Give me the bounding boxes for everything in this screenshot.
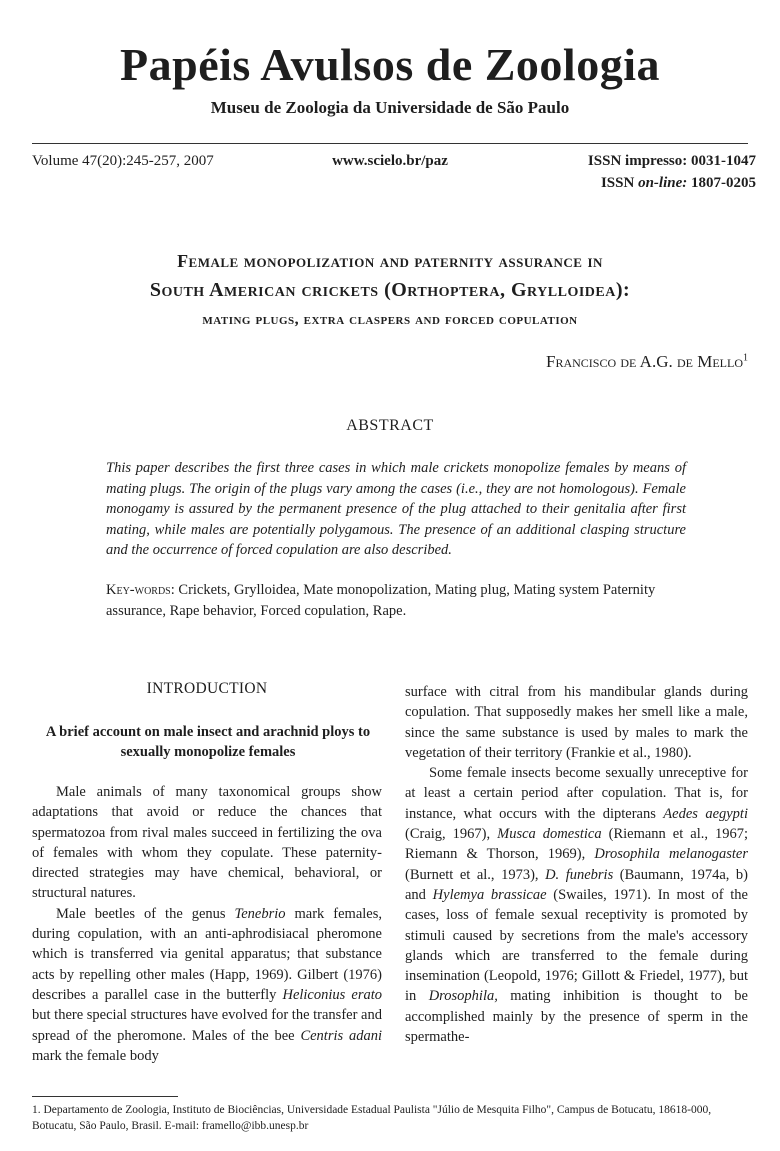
p2-taxon-1: Tenebrio: [234, 905, 286, 922]
p2-text-d: mark the female body: [32, 1047, 159, 1064]
paragraph-4: [405, 763, 748, 1047]
volume-info: Volume 47(20):245-257, 2007: [32, 153, 214, 169]
introduction-heading: INTRODUCTION: [146, 680, 268, 697]
p4-text-f: (Swailes, 1971). In most of the cases, loss of female sexual receptivity is promoted by stimuli caused by secretions from the male's accessory glands which are transferred to the female during insemination (Leopold, 1976; Gillott & Friedel, 1977), but in: [405, 886, 748, 1005]
p2-taxon-2: Heliconius erato: [282, 986, 383, 1003]
p4-text-d: (Burnett et al., 1973),: [405, 866, 546, 883]
keywords-label: Key-words:: [106, 582, 175, 598]
keywords: [106, 580, 686, 622]
introduction-subheading: A brief account on male insect and arachnid ploys to sexually monopolize females: [45, 724, 371, 760]
article-title-line-3: mating plugs, extra claspers and forced copulation: [202, 311, 578, 328]
website-link[interactable]: www.scielo.br/paz: [332, 153, 448, 169]
p4-text-a: Some female insects become sexually unreceptive for at least a certain period after copulation. That is, for instance, what occurs with the dipterans: [405, 765, 748, 822]
issn-online: [601, 175, 756, 192]
article-title-line-1: Female monopolization and paternity assurance in: [177, 251, 603, 271]
p4-taxon-5: Hylemya brassicae: [432, 886, 547, 903]
footnote-rule: [32, 1096, 178, 1097]
p4-taxon-3: Drosophila melanogaster: [594, 846, 748, 863]
paragraph-1: Male animals of many taxonomical groups show adaptations that avoid or reduce the chances that spermatozoa from rival males succeed in fertilizing the ova of females with whom they copulate. These paternity-directed strategies may have chemical, behavioral, or structural natures.: [32, 784, 382, 902]
author-footnote-mark: 1: [743, 352, 748, 364]
p4-text-g: mating inhibition is thought to be accomplished mainly by the presence of sperm in the spermathe-: [405, 988, 748, 1046]
article-title-line-2: South American crickets (Orthoptera, Grylloidea):: [149, 279, 631, 301]
issn-online-prefix: ISSN: [600, 175, 639, 191]
p4-text-e: (Baumann, 1974a, b) and: [405, 866, 748, 903]
paragraph-3: surface with citral from his mandibular glands during copulation. That supposedly makes her smell like a male, since the same substance is used by males to mark the vegetation of their territory (Frankie et al., 1980).: [405, 684, 748, 761]
keywords-list: Crickets, Grylloidea, Mate monopolization, Mating plug, Mating system Paternity assurance, Rape behavior, Forced copulation, Rape.: [106, 582, 656, 619]
issn-online-value: 1807-0205: [687, 175, 756, 191]
p2-text-c: but there special structures have evolved for the transfer and spread of the pheromone. Males of the bee: [32, 1007, 382, 1044]
issn-online-label: on-line:: [638, 175, 688, 191]
header-rule: [32, 143, 748, 144]
issn-print: ISSN impresso: 0031-1047: [587, 153, 756, 169]
museum-name: Museu de Zoologia da Universidade de São Paulo: [210, 98, 570, 117]
abstract-text: This paper describes the first three cases in which male crickets monopolize females by means of mating plugs. The origin of the plugs vary among the cases (i.e., they are not homologous). Female monogamy is assured by the permanent presence of the plug attached to their genitalia after first mating, while males are potentially polygamous. The presence of an additional clasping structure and the occurrence of forced copulation are also described.: [106, 460, 686, 558]
right-column: [405, 682, 748, 1047]
p4-text-b: (Craig, 1967),: [405, 826, 498, 843]
journal-title: Papéis Avulsos de Zoologia: [120, 39, 660, 90]
paragraph-2: [32, 904, 382, 1066]
author: [546, 352, 748, 372]
p4-taxon-6: Drosophila,: [428, 988, 498, 1005]
p4-taxon-1: Aedes aegypti: [663, 805, 748, 822]
author-name: Francisco de A.G. de Mello: [545, 352, 743, 371]
p4-taxon-4: D. funebris: [545, 866, 614, 883]
footnote: 1. Departamento de Zoologia, Instituto de Biociências, Universidade Estadual Paulista "Júlio de Mesquita Filho", Campus de Botucatu, 18618-000, Botucatu, São Paulo, Brasil. E-mail: framello@ibb.unesp.br: [32, 1104, 712, 1132]
p4-text-c: (Riemann et al., 1967; Riemann & Thorson, 1969),: [405, 826, 749, 863]
p2-text-b: mark females, during copulation, with an anti-aphrodisiacal pheromone which is transferred via genital apparatus; that substance acts by repelling other males (Happ, 1969). Gilbert (1976) describes a parallel case in the butterfly: [32, 905, 382, 1003]
p2-taxon-3: Centris adani: [300, 1027, 382, 1044]
abstract-heading: ABSTRACT: [346, 417, 434, 434]
left-column: [32, 782, 382, 1066]
p2-text-a: Male beetles of the genus: [56, 905, 235, 922]
p4-taxon-2: Musca domestica: [497, 826, 602, 843]
